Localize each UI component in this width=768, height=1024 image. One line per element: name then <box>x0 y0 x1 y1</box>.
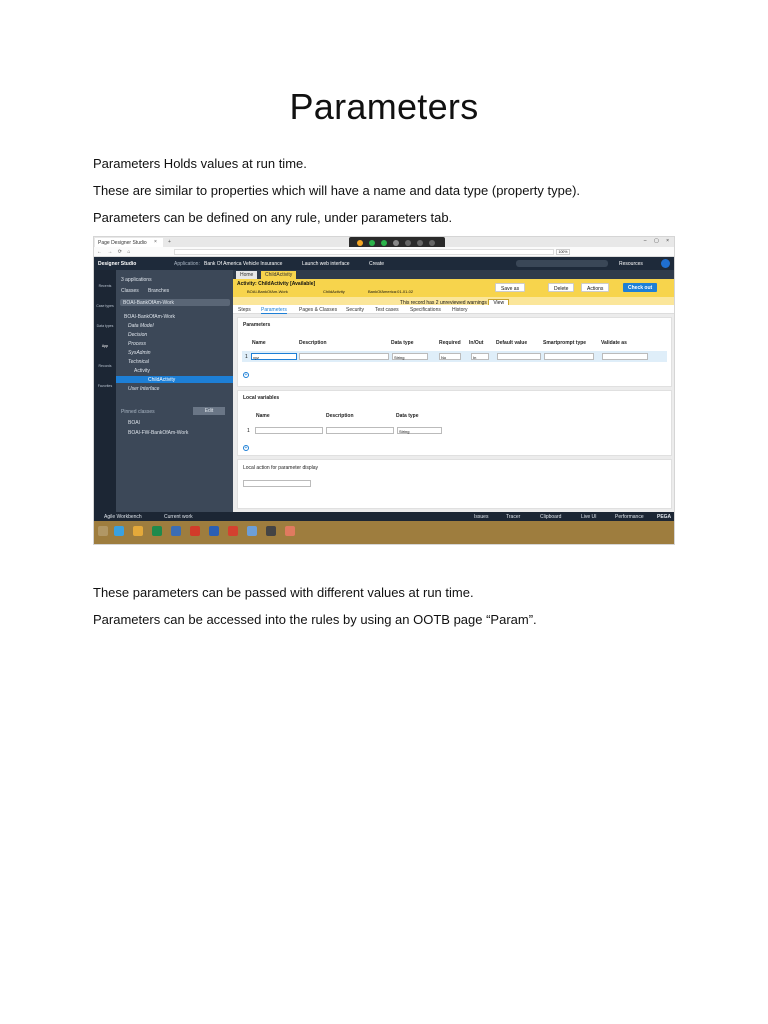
tree-item: User Interface <box>128 386 160 392</box>
zoom-level: 100% <box>556 249 570 255</box>
work-tabs <box>233 270 675 279</box>
tab-pages-classes: Pages & Classes <box>299 307 338 313</box>
avatar <box>661 259 670 268</box>
actions-button: Actions <box>581 283 609 292</box>
pinned-item: BOAI-FW-BankOfAm-Work <box>128 430 189 436</box>
nav-app: App <box>101 344 109 348</box>
taskbar-app-icon <box>190 526 200 536</box>
taskbar-app-icon <box>152 526 162 536</box>
window-controls: – ▢ × <box>643 238 672 244</box>
rule-id: ChildActivity <box>323 289 345 294</box>
column-header: In/Out <box>469 340 484 346</box>
current-work: Current work <box>164 514 193 520</box>
tab-classes: Classes <box>121 288 139 294</box>
tree-item: Data Model <box>128 323 154 329</box>
pause-icon <box>393 240 399 246</box>
paragraph: Parameters can be accessed into the rules by using an OOTB page “Param”. <box>93 612 537 627</box>
paragraph: Parameters can be defined on any rule, under parameters tab. <box>93 210 453 225</box>
app-explorer <box>116 270 233 512</box>
application-label: Application: <box>174 261 200 267</box>
taskbar-app-icon <box>285 526 295 536</box>
taskbar-app-icon <box>247 526 257 536</box>
tool-icon <box>417 240 423 246</box>
issues: Issues <box>474 514 489 520</box>
add-row-icon: + <box>244 372 248 378</box>
row-index: 1 <box>247 428 250 434</box>
column-header: Data type <box>396 413 419 419</box>
new-tab-icon: + <box>168 239 171 245</box>
main-panel <box>233 270 675 512</box>
paragraph: These are similar to properties which will have a name and data type (property type). <box>93 183 581 198</box>
view-button: View <box>488 299 509 307</box>
tab-parameters: Parameters <box>261 307 287 313</box>
paragraph: Parameters Holds values at run time. <box>93 156 307 171</box>
tab-home: Home <box>236 271 257 279</box>
search-input <box>516 260 608 267</box>
live-ui: Live UI <box>581 514 597 520</box>
status-bar <box>94 512 675 521</box>
name-input <box>255 427 323 434</box>
tree-item: Technical <box>128 359 149 365</box>
data-type-select: String <box>392 353 428 360</box>
local-action-section <box>237 459 672 509</box>
taskbar-app-icon <box>171 526 181 536</box>
parameters-section <box>237 317 672 387</box>
description-input <box>299 353 389 360</box>
row-index: 1 <box>245 354 248 360</box>
create-menu: Create <box>369 261 385 267</box>
clipboard: Clipboard <box>540 514 562 520</box>
rule-title: Activity: ChildActivity [Available] <box>237 281 316 287</box>
tree-item: BOAI-BankOfAm-Work <box>124 314 176 320</box>
rule-class: BOAI-BankOfAm-Work <box>247 289 288 294</box>
local-action-input <box>243 480 311 487</box>
taskbar-app-icon <box>114 526 124 536</box>
tree-item: Activity <box>134 368 150 374</box>
tab-steps: Steps <box>238 307 251 313</box>
taskbar-app-icon <box>133 526 143 536</box>
default-value-input <box>497 353 541 360</box>
ruleset-version: BankOfAmerica:01-01-02 <box>368 289 414 294</box>
url-field <box>174 249 554 255</box>
tab-childactivity: ChildActivity <box>261 271 296 279</box>
address-bar <box>94 247 675 257</box>
pinned-label: Pinned classes <box>121 409 155 415</box>
tab-specifications: Specifications <box>410 307 441 313</box>
column-header: Data type <box>391 340 414 346</box>
nav-buttons: ← → ⟳ ⌂ <box>97 249 133 255</box>
resources-menu: Resources <box>619 261 643 267</box>
column-header: Name <box>252 340 266 346</box>
data-type-select: String <box>397 427 442 434</box>
section-title: Local action for parameter display <box>243 465 319 471</box>
in-out-select: In <box>471 353 489 360</box>
tab-branches: Branches <box>148 288 170 294</box>
browser-tab: Page Designer Studio <box>95 238 163 247</box>
check-out-button: Check out <box>623 283 657 292</box>
agile-workbench: Agile Workbench <box>104 514 142 520</box>
taskbar-app-icon <box>266 526 276 536</box>
tree-item: Decision <box>128 332 148 338</box>
os-taskbar <box>94 521 675 545</box>
nav-recents: Recents <box>98 284 112 288</box>
app-header <box>94 257 675 270</box>
rule-tabs <box>233 305 675 314</box>
start-icon <box>98 526 108 536</box>
tree-item: SysAdmin <box>128 350 151 356</box>
nav-case-types: Case types <box>96 304 114 308</box>
mic-icon <box>369 240 375 246</box>
applications-count: 3 applications <box>121 277 152 283</box>
save-as-button: Save as <box>495 283 525 292</box>
section-title: Local variables <box>243 395 280 401</box>
warning-text: This record has 2 unreviewed warnings <box>399 299 487 306</box>
embedded-screenshot <box>93 236 675 545</box>
taskbar-app-icon <box>209 526 219 536</box>
column-header: Default value <box>496 340 528 346</box>
column-header: Description <box>299 340 327 346</box>
paragraph: These parameters can be passed with different values at run time. <box>93 585 474 600</box>
validate-as-input <box>602 353 648 360</box>
tab-test-cases: Test cases <box>375 307 399 313</box>
local-variables-section <box>237 390 672 456</box>
rule-header <box>233 279 675 297</box>
edit-button: Edit <box>193 407 225 415</box>
application-name: Bank Of America Vehicle Insurance <box>204 261 283 267</box>
pinned-item: BOAI <box>128 420 140 426</box>
smartprompt-input <box>544 353 594 360</box>
tool-icon <box>429 240 435 246</box>
page-title: Parameters <box>289 86 479 127</box>
required-select: No <box>439 353 461 360</box>
record-icon <box>357 240 363 246</box>
column-header: Required <box>439 340 461 346</box>
tree-item: Process <box>128 341 147 347</box>
warning-banner <box>233 297 675 305</box>
tab-security: Security <box>346 307 365 313</box>
column-header: Smartprompt type <box>543 340 587 346</box>
tool-icon <box>405 240 411 246</box>
performance: Performance <box>615 514 644 520</box>
tracer: Tracer <box>506 514 521 520</box>
nav-data-types: Data types <box>96 324 114 328</box>
tab-history: History <box>452 307 468 313</box>
studio-switcher: Designer Studio <box>98 261 137 267</box>
close-icon: × <box>154 239 157 245</box>
name-input: xyz <box>251 353 297 360</box>
tree-item-selected: ChildActivity <box>148 377 176 383</box>
column-header: Validate as <box>601 340 627 346</box>
add-row-icon: + <box>244 445 248 451</box>
pega-logo: PEGA <box>657 514 672 520</box>
delete-button: Delete <box>548 283 574 292</box>
column-header: Name <box>256 413 270 419</box>
nav-records: Records <box>98 364 112 368</box>
class-filter: BOAI-BankOfAm-Work <box>120 299 230 306</box>
nav-favorites: Favorites <box>97 384 113 388</box>
launch-menu: Launch web interface <box>302 261 350 267</box>
left-nav <box>94 270 116 512</box>
camera-icon <box>381 240 387 246</box>
taskbar-app-icon <box>228 526 238 536</box>
column-header: Description <box>326 413 354 419</box>
section-title: Parameters <box>243 322 271 328</box>
description-input <box>326 427 394 434</box>
